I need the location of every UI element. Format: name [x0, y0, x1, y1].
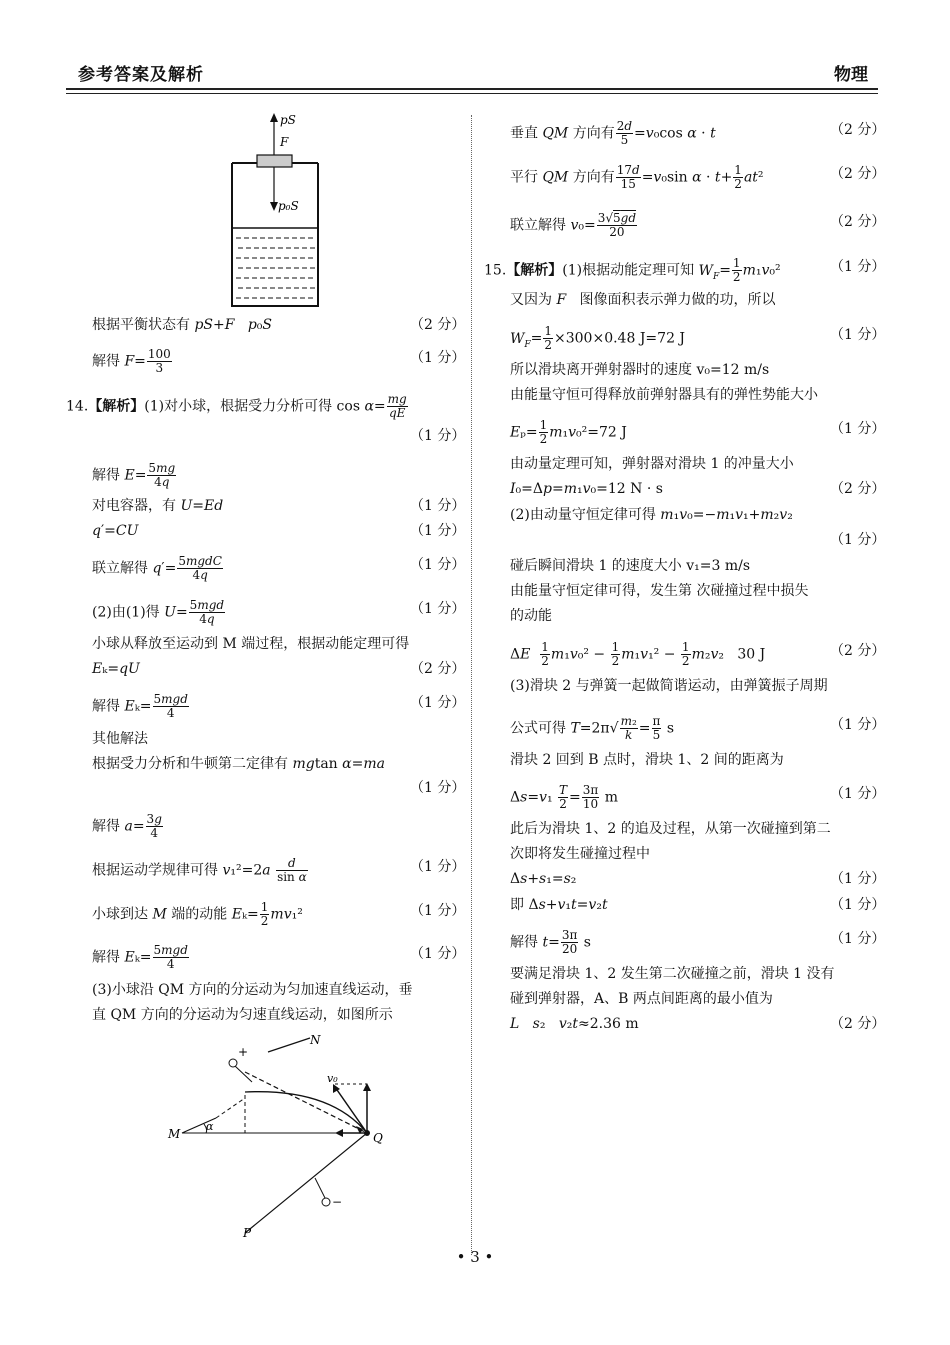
left-mark-14: （1 分） — [410, 859, 466, 875]
right-line-11: (2)由动量守恒定律可得 m₁v₀=−m₁v₁+m₂v₂ — [510, 507, 793, 523]
right-mark-2: （2 分） — [830, 214, 886, 230]
left-mark-7: （1 分） — [410, 601, 466, 617]
right-line-18: 滑块 2 回到 B 点时，滑块 1、2 间的距离为 — [510, 752, 784, 768]
left-mark-1: （1 分） — [410, 350, 466, 366]
right-line-23: 即 Δs+v₁t=v₂t — [510, 897, 608, 913]
right-line-17: 公式可得 T=2π√ $\frac{\text{m₂}}{k}$ = $\frac{\pi}{5}$ s — [510, 714, 675, 742]
right-mark-1: （2 分） — [830, 166, 886, 182]
left-line-18: 直 QM 方向的分运动为匀速直线运动，如图所示 — [92, 1007, 393, 1023]
right-mark-19: （1 分） — [830, 786, 886, 802]
left-mark-4: （1 分） — [410, 498, 466, 514]
right-mark-27: （2 分） — [830, 1016, 886, 1032]
header-subject: 物理 — [834, 65, 868, 85]
right-line-3: 15.【解析】(1)根据动能定理可知 $W_F=$ $\frac{1}{2}$ m₁v₀² — [484, 256, 781, 284]
right-mark-3: （1 分） — [830, 259, 886, 275]
left-mark-9: （2 分） — [410, 661, 466, 677]
label-v0: v₀ — [327, 1072, 338, 1085]
right-mark-0: （2 分） — [830, 122, 886, 138]
label-q: Q — [373, 1131, 383, 1145]
left-line-1: 解得 F= $\frac{100}{3}$ — [92, 347, 171, 375]
left-mark-16: （1 分） — [410, 946, 466, 962]
trajectory-figure — [160, 1030, 400, 1245]
left-mark-5: （1 分） — [410, 523, 466, 539]
right-mark-11: （1 分） — [830, 532, 886, 548]
right-line-9: 由动量定理可知，弹射器对滑块 1 的冲量大小 — [510, 456, 794, 472]
label-n: N — [310, 1033, 321, 1047]
label-m: M — [168, 1127, 181, 1141]
right-mark-15: （2 分） — [830, 643, 886, 659]
right-line-22: Δs+s₁=s₂ — [510, 871, 577, 887]
left-line-5: q′=CU — [92, 523, 139, 539]
right-mark-23: （1 分） — [830, 897, 886, 913]
label-p0s: p₀S — [278, 199, 299, 213]
right-line-0: 垂直 QM 方向有 $\frac{2d}{5}$ =v₀cos α · t — [510, 119, 716, 147]
left-mark-6: （1 分） — [410, 557, 466, 573]
left-line-2: 14.【解析】(1)对小球，根据受力分析可得 cos α= $\frac{mg}{qE}$ — [66, 392, 407, 420]
right-line-8: Eₚ= $\frac{1}{2}$ m₁v₀²=72 J — [510, 418, 627, 446]
label-minus: − — [332, 1195, 343, 1209]
label-p: P — [243, 1226, 252, 1240]
left-mark-0: （2 分） — [410, 317, 466, 333]
right-line-13: 由能量守恒定律可得，发生第 次碰撞过程中损失 — [510, 583, 809, 599]
right-line-14: 的动能 — [510, 608, 552, 624]
right-mark-5: （1 分） — [830, 327, 886, 343]
left-line-0: 根据平衡状态有 pS+F p₀S — [92, 317, 273, 333]
label-ps: pS — [280, 113, 296, 127]
column-divider — [471, 115, 472, 1255]
left-line-14: 根据运动学规律可得 v₁²=2a $\frac{d}{\text{sin α}}$ — [92, 856, 307, 884]
left-line-10: 解得 Eₖ= $\frac{\text{5mgd}}{4}$ — [92, 692, 188, 720]
left-line-16: 解得 Eₖ= $\frac{\text{5mgd}}{4}$ — [92, 943, 188, 971]
left-line-17: (3)小球沿 QM 方向的分运动为匀加速直线运动，垂 — [92, 982, 413, 998]
left-line-4: 对电容器，有 U=Ed — [92, 498, 224, 514]
header-rule-thin — [66, 93, 878, 94]
label-plus: + — [238, 1045, 249, 1059]
left-line-9: Eₖ=qU — [92, 661, 140, 677]
right-line-2: 联立解得 v₀= $\frac{3√5gd}{20}$ — [510, 211, 637, 239]
right-line-6: 所以滑块离开弹射器时的速度 v₀=12 m/s — [510, 362, 770, 378]
left-line-6: 联立解得 q′= $\frac{\text{5mgdC}}{4q}$ — [92, 554, 222, 582]
left-line-12: 根据受力分析和牛顿第二定律有 mgtan α=ma — [92, 756, 385, 772]
right-line-1: 平行 QM 方向有 $\frac{17d}{15}$ =v₀sin α · t+ $\frac{1}{2}$ at² — [510, 163, 764, 191]
right-line-21: 次即将发生碰撞过程中 — [510, 846, 650, 862]
left-mark-2: （1 分） — [410, 428, 466, 444]
right-line-12: 碰后瞬间滑块 1 的速度大小 v₁=3 m/s — [510, 558, 751, 574]
right-line-7: 由能量守恒可得释放前弹射器具有的弹性势能大小 — [510, 387, 818, 403]
left-mark-12: （1 分） — [410, 780, 466, 796]
right-line-20: 此后为滑块 1、2 的追及过程，从第一次碰撞到第二 — [510, 821, 831, 837]
right-mark-22: （1 分） — [830, 871, 886, 887]
right-line-27: L s₂ v₂t≈2.36 m — [510, 1016, 639, 1032]
left-line-15: 小球到达 M 端的动能 Eₖ= $\frac{1}{2}$ mv₁² — [92, 900, 303, 928]
left-line-8: 小球从释放至运动到 M 端过程，根据动能定理可得 — [92, 636, 410, 652]
right-line-25: 要满足滑块 1、2 发生第二次碰撞之前，滑块 1 没有 — [510, 966, 835, 982]
right-line-26: 碰到弹射器，A、B 两点间距离的最小值为 — [510, 991, 773, 1007]
left-mark-15: （1 分） — [410, 903, 466, 919]
page-number: • 3 • — [456, 1248, 494, 1266]
left-mark-10: （1 分） — [410, 695, 466, 711]
right-line-10: I₀=Δp=m₁v₀=12 N · s — [510, 481, 663, 497]
left-line-3: 解得 E= $\frac{5mg}{4q}$ — [92, 461, 176, 489]
page-header — [66, 58, 878, 92]
left-line-11: 其他解法 — [92, 731, 148, 747]
right-line-5: $W_F=$ $\frac{1}{2}$ ×300×0.48 J=72 J — [510, 324, 686, 352]
header-title: 参考答案及解析 — [78, 65, 204, 85]
right-line-19: Δs=v₁ $\frac{T}{2}$ = $\frac{3\pi}{10}$ m — [510, 783, 619, 811]
right-line-4: 又因为 F 图像面积表示弹力做的功，所以 — [510, 292, 776, 308]
header-rule-thick — [66, 88, 878, 90]
right-mark-17: （1 分） — [830, 717, 886, 733]
right-line-24: 解得 t= $\frac{3\pi}{20}$ s — [510, 928, 591, 956]
right-mark-8: （1 分） — [830, 421, 886, 437]
right-mark-24: （1 分） — [830, 931, 886, 947]
right-line-15: ΔE $\frac{1}{2}$ m₁v₀² − $\frac{1}{2}$ m₁v₁² − $\frac{1}{2}$ m₂v₂ 30 J — [510, 640, 766, 668]
left-line-13: 解得 a= $\frac{3g}{4}$ — [92, 812, 162, 840]
right-mark-10: （2 分） — [830, 481, 886, 497]
label-alpha: α — [206, 1120, 214, 1133]
piston-figure — [220, 108, 340, 313]
label-f: F — [280, 135, 289, 149]
right-line-16: (3)滑块 2 与弹簧一起做简谐运动，由弹簧振子周期 — [510, 678, 828, 694]
left-line-7: (2)由(1)得 U= $\frac{\text{5mgd}}{4q}$ — [92, 598, 225, 626]
